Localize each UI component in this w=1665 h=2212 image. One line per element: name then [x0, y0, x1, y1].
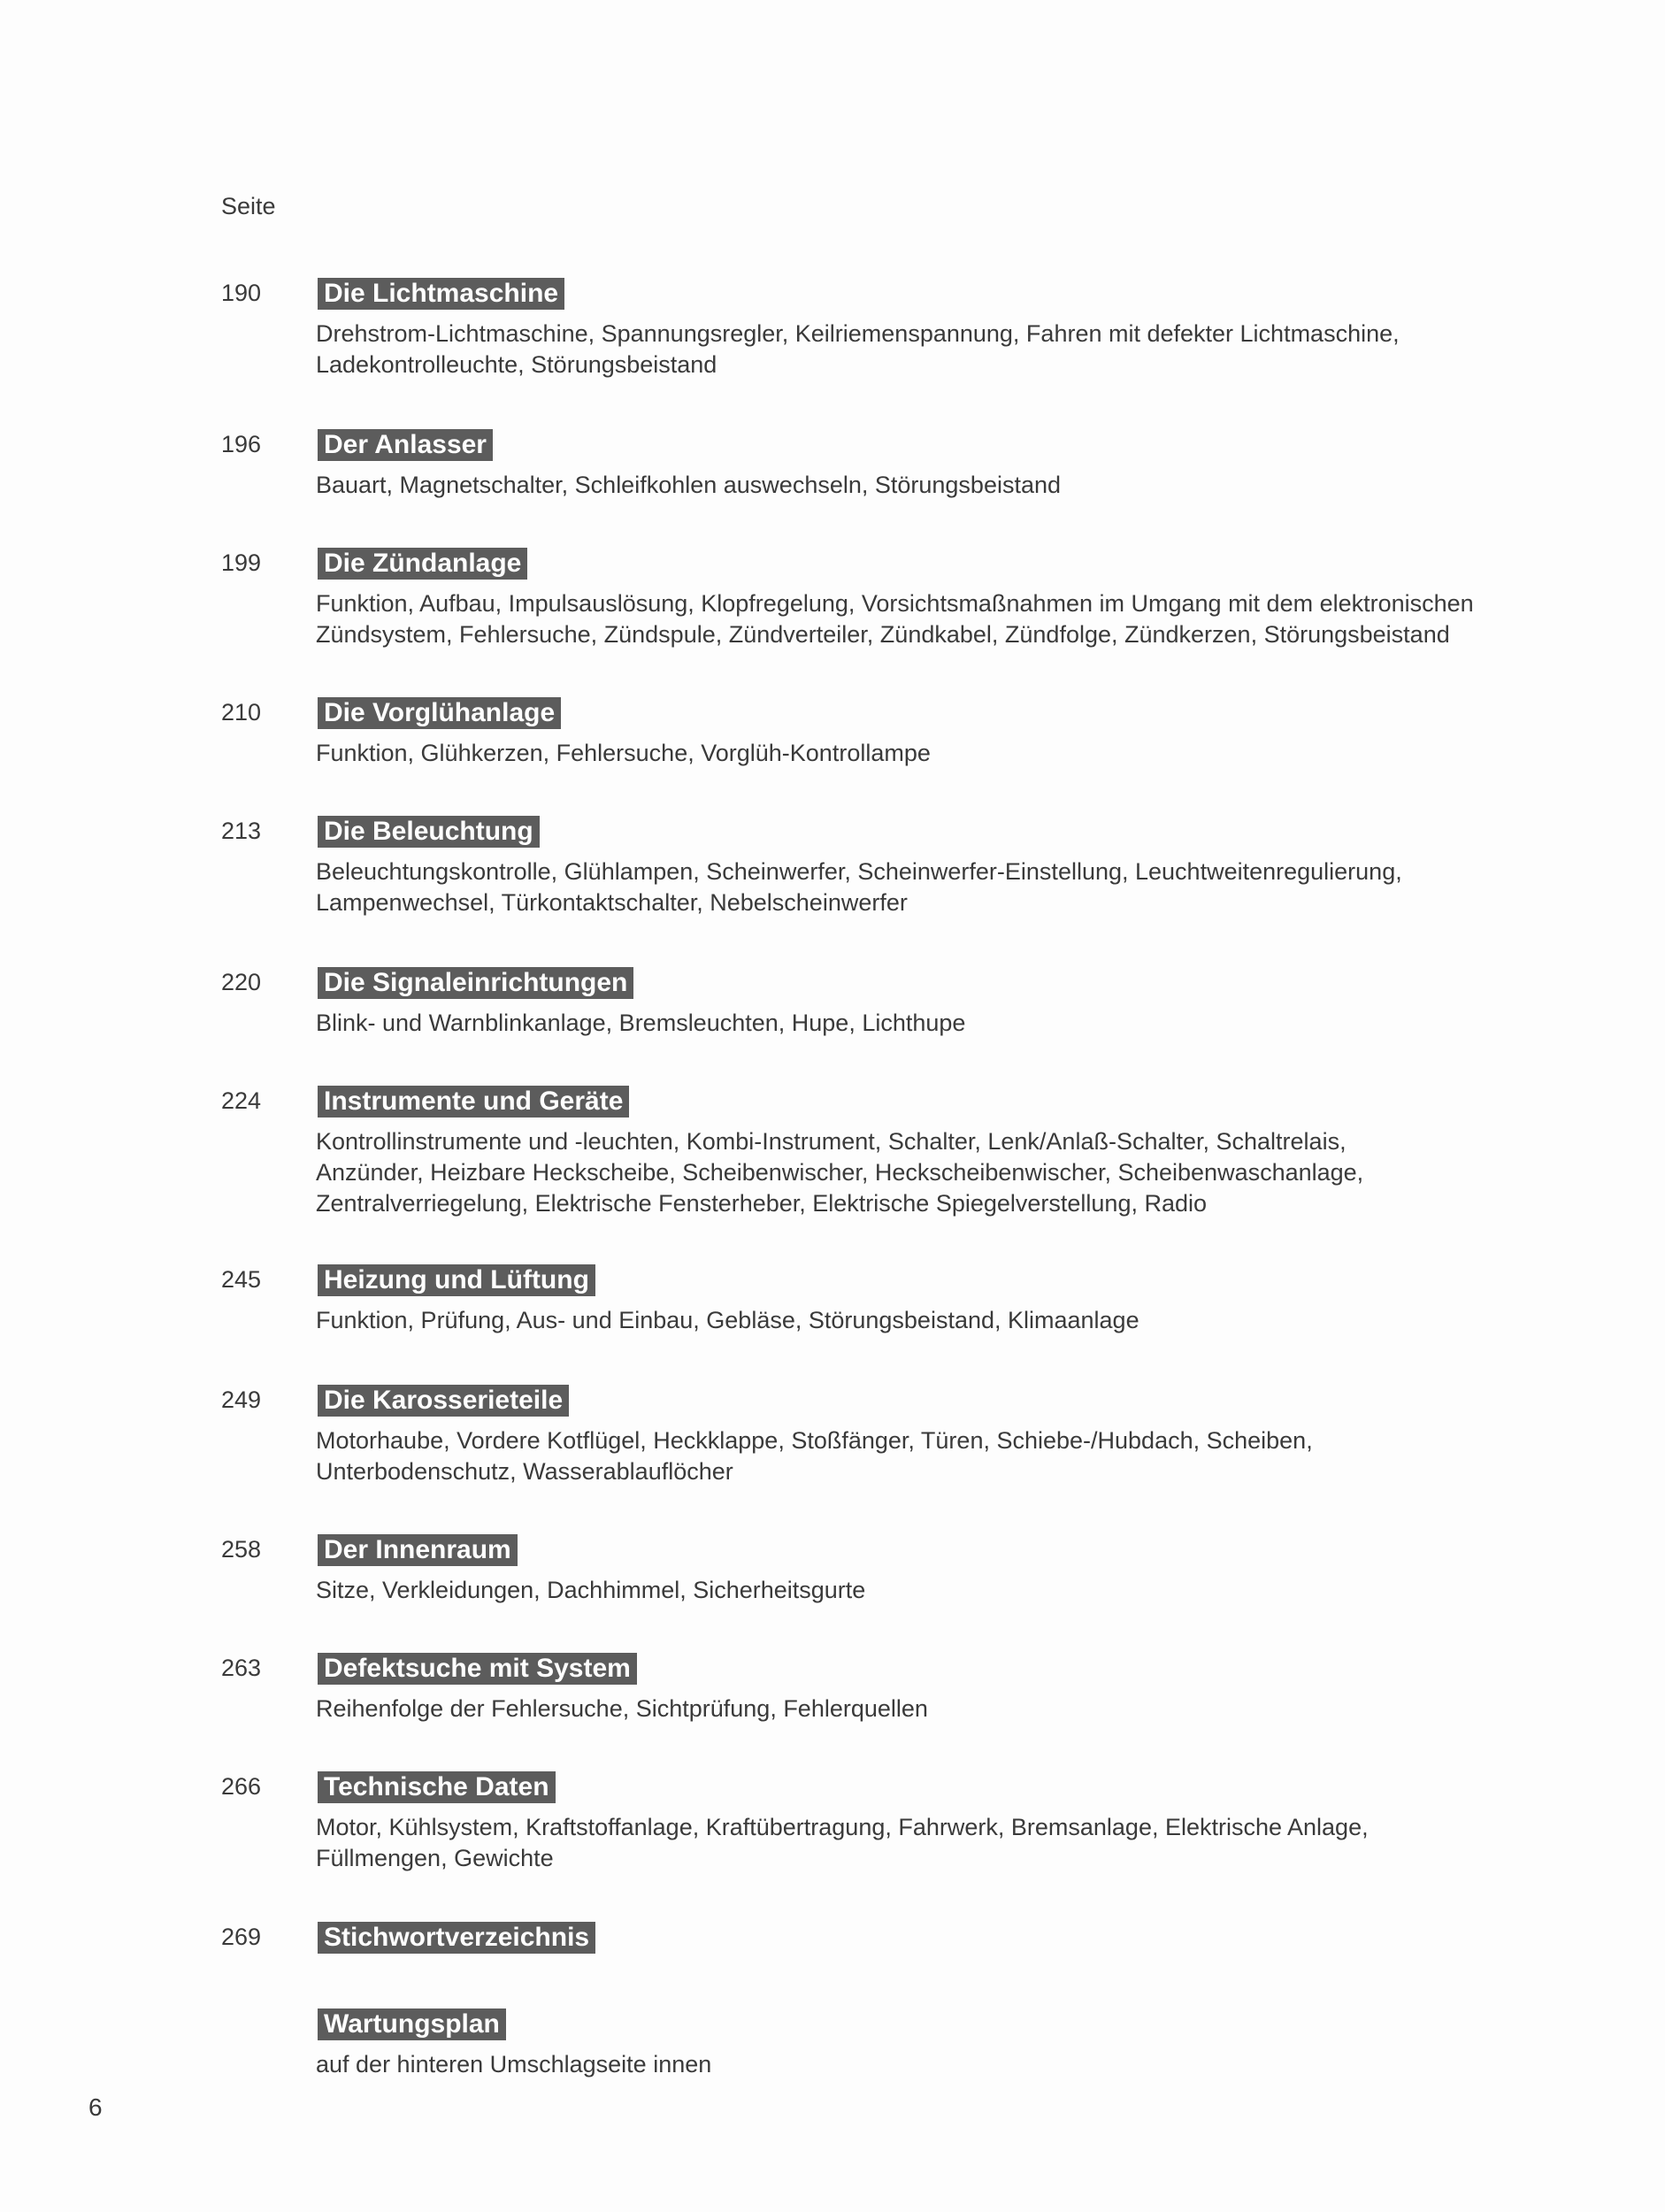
- description-line: Zentralverriegelung, Elektrische Fensterheber, Elektrische Spiegelverstellung, Radio: [316, 1190, 1208, 1217]
- entry-title: Heizung und Lüftung: [318, 1264, 595, 1296]
- entry-page: 258: [221, 1536, 262, 1563]
- description-line: auf der hinteren Umschlagseite innen: [316, 2051, 712, 2078]
- entry-page: 190: [221, 280, 262, 306]
- entry-title: Die Zündanlage: [318, 548, 527, 580]
- entry-description: [316, 319, 1400, 380]
- entry-description: [316, 1126, 1363, 1219]
- description-line: Zündsystem, Fehlersuche, Zündspule, Zündverteiler, Zündkabel, Zündfolge, Zündkerzen, Störungsbeistand: [316, 621, 1450, 648]
- description-line: Reihenfolge der Fehlersuche, Sichtprüfung, Fehlerquellen: [316, 1695, 928, 1722]
- entry-title: Der Anlasser: [318, 429, 493, 461]
- entry-title: Die Vorglühanlage: [318, 697, 561, 729]
- entry-description: [316, 738, 931, 769]
- entry-description: [316, 588, 1474, 650]
- entry-description: [316, 1575, 865, 1606]
- entry-page: 210: [221, 699, 262, 726]
- entry-title: Technische Daten: [318, 1771, 556, 1803]
- entry-description: [316, 856, 1402, 918]
- entry-title: Die Beleuchtung: [318, 816, 540, 848]
- entry-description: [316, 1008, 965, 1039]
- description-line: Unterbodenschutz, Wasserablauflöcher: [316, 1458, 733, 1485]
- description-line: Funktion, Prüfung, Aus- und Einbau, Gebläse, Störungsbeistand, Klimaanlage: [316, 1307, 1139, 1333]
- description-line: Motorhaube, Vordere Kotflügel, Heckklappe, Stoßfänger, Türen, Schiebe-/Hubdach, Scheiben,: [316, 1427, 1313, 1454]
- page-column-label: Seite: [221, 193, 276, 219]
- entry-page: 245: [221, 1266, 262, 1293]
- entry-title: Stichwortverzeichnis: [318, 1922, 595, 1954]
- entry-description: [316, 1305, 1139, 1336]
- description-line: Blink- und Warnblinkanlage, Bremsleuchten, Hupe, Lichthupe: [316, 1010, 966, 1036]
- entry-page: 213: [221, 818, 262, 844]
- entry-page: 196: [221, 431, 262, 457]
- entry-page: 220: [221, 969, 262, 995]
- description-line: Sitze, Verkleidungen, Dachhimmel, Sicherheitsgurte: [316, 1577, 866, 1603]
- description-line: Beleuchtungskontrolle, Glühlampen, Scheinwerfer, Scheinwerfer-Einstellung, Leuchtweitenregulierung,: [316, 858, 1402, 885]
- description-line: Lampenwechsel, Türkontaktschalter, Nebelscheinwerfer: [316, 889, 908, 916]
- entry-title: Instrumente und Geräte: [318, 1086, 629, 1118]
- entry-title: Die Signaleinrichtungen: [318, 967, 633, 999]
- entry-title: Die Karosserieteile: [318, 1385, 569, 1417]
- description-line: Ladekontrolleuchte, Störungsbeistand: [316, 351, 717, 378]
- entry-page: 249: [221, 1386, 262, 1413]
- description-line: Füllmengen, Gewichte: [316, 1845, 554, 1871]
- description-line: Funktion, Glühkerzen, Fehlersuche, Vorglüh-Kontrollampe: [316, 740, 931, 766]
- entry-description: [316, 470, 1061, 501]
- entry-description: [316, 1425, 1313, 1487]
- description-line: Bauart, Magnetschalter, Schleifkohlen auswechseln, Störungsbeistand: [316, 472, 1062, 498]
- page-number: 6: [88, 2093, 103, 2121]
- entry-title: Wartungsplan: [318, 2008, 506, 2040]
- description-line: Kontrollinstrumente und -leuchten, Kombi-Instrument, Schalter, Lenk/Anlaß-Schalter, Schaltrelais,: [316, 1128, 1347, 1155]
- description-line: Funktion, Aufbau, Impulsauslösung, Klopfregelung, Vorsichtsmaßnahmen im Umgang mit dem elektronischen: [316, 590, 1474, 617]
- entry-page: 263: [221, 1655, 262, 1681]
- entry-description: [316, 1694, 928, 1724]
- entry-page: 269: [221, 1924, 262, 1950]
- entry-title: Defektsuche mit System: [318, 1653, 637, 1685]
- entry-title: Die Lichtmaschine: [318, 278, 564, 310]
- description-line: Motor, Kühlsystem, Kraftstoffanlage, Kraftübertragung, Fahrwerk, Bremsanlage, Elektrische Anlage,: [316, 1814, 1369, 1840]
- description-line: Drehstrom-Lichtmaschine, Spannungsregler, Keilriemenspannung, Fahren mit defekter Lichtmaschine,: [316, 320, 1400, 347]
- entry-description: [316, 1812, 1369, 1874]
- entry-title: Der Innenraum: [318, 1534, 518, 1566]
- description-line: Anzünder, Heizbare Heckscheibe, Scheibenwischer, Heckscheibenwischer, Scheibenwaschanlage,: [316, 1159, 1364, 1186]
- entry-page: 224: [221, 1087, 262, 1114]
- entry-page: 199: [221, 549, 262, 576]
- entry-description: [316, 2049, 711, 2080]
- entry-page: 266: [221, 1773, 262, 1800]
